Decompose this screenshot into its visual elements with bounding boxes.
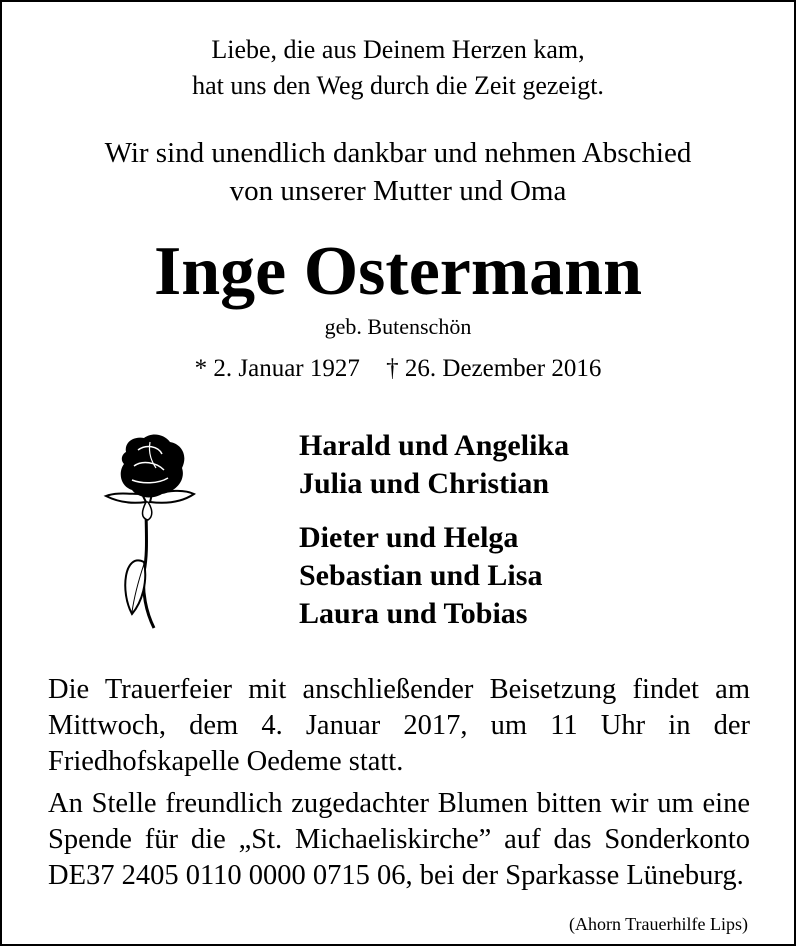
undertaker-credit: (Ahorn Trauerhilfe Lips)	[569, 914, 748, 934]
rose-icon	[102, 432, 202, 632]
life-dates	[2, 352, 794, 386]
mourners-list	[299, 427, 569, 633]
intro-text	[2, 134, 794, 210]
poem	[2, 32, 794, 104]
birth-date: * 2. Januar 1927	[194, 355, 360, 382]
deceased-name: Inge Ostermann	[153, 233, 643, 310]
mourner-name: Dieter und Helga	[299, 521, 519, 554]
mourner-name: Sebastian und Lisa	[299, 559, 543, 592]
ceremony-paragraph: Die Trauerfeier mit anschließender Beisetzung findet am Mittwoch, dem 4. Januar 2017, um 11 Uhr in der Friedhofskapelle Oedeme statt.	[48, 674, 750, 777]
intro-line: Wir sind unendlich dankbar und nehmen Abschied	[104, 137, 692, 169]
poem-line: Liebe, die aus Deinem Herzen kam,	[211, 35, 585, 64]
maiden-name: geb. Butenschön	[324, 314, 472, 339]
mourners-group	[299, 427, 569, 503]
mourner-name: Julia und Christian	[299, 467, 550, 500]
mourner-name: Laura und Tobias	[299, 597, 528, 630]
mourner-name: Harald und Angelika	[299, 429, 570, 462]
ceremony-info	[48, 672, 750, 900]
intro-line: von unserer Mutter und Oma	[229, 175, 567, 207]
donation-paragraph: An Stelle freundlich zugedachter Blumen bitten wir um eine Spende für die „St. Michaeliskirche” auf das Sonderkonto DE37 2405 0110 0000 0715 06, bei der Sparkasse Lüneburg.	[48, 788, 750, 891]
death-date: † 26. Dezember 2016	[386, 355, 602, 382]
poem-line: hat uns den Weg durch die Zeit gezeigt.	[192, 71, 604, 100]
mourners-group	[299, 519, 569, 633]
